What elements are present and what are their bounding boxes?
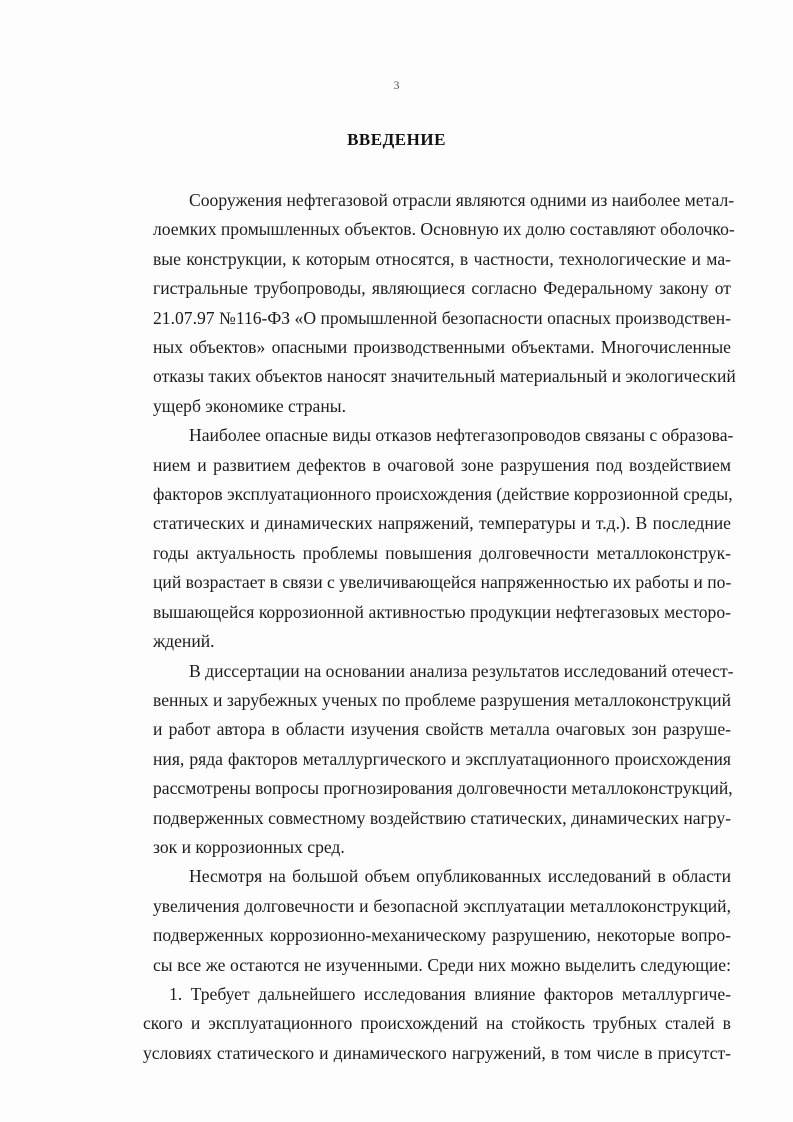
- text-line: венных и зарубежных ученых по проблеме разрушения металлоконструкций: [153, 689, 731, 710]
- text-line: и работ автора в области изучения свойств металла очаговых зон разруше-: [153, 719, 731, 740]
- text-line: В диссертации на основании анализа результатов исследований отечест-: [189, 660, 734, 681]
- text-line: Сооружения нефтегазовой отрасли являются одними из наиболее метал-: [189, 190, 735, 210]
- text-line: Наиболее опасные виды отказов нефтегазопроводов связаны с образова-: [189, 425, 734, 446]
- text-line: факторов эксплуатационного происхождения (действие коррозионной среды,: [153, 484, 733, 505]
- paragraph-1: [117, 186, 736, 421]
- document-body: [117, 186, 736, 1068]
- text-line: ных объектов» опасными производственными объектами. Многочисленные: [153, 337, 731, 358]
- text-line: сы все же остаются не изученными. Среди них можно выделить следующие:: [153, 954, 731, 975]
- text-line: зок и коррозионных сред.: [153, 836, 345, 857]
- text-line: ния, ряда факторов металлургического и эксплуатационного происхождения: [153, 748, 731, 769]
- text-line: условиях статического и динамического нагружений, в том числе в присутст-: [143, 1042, 731, 1063]
- text-line: подверженных совместному воздействию статических, динамических нагру-: [153, 807, 731, 828]
- list-item: [117, 980, 731, 1068]
- paragraph-2: [117, 421, 734, 656]
- text-line: 1. Требует дальнейшего исследования влияние факторов металлургиче-: [169, 983, 731, 1004]
- text-line: ского и эксплуатационного происхождений на стойкость трубных сталей в: [143, 1013, 731, 1034]
- text-line: подверженных коррозионно-механическому разрушению, некоторые вопро-: [153, 925, 731, 946]
- text-line: статических и динамических напряжений, температуры и т.д.). В последние: [153, 513, 731, 534]
- text-line: нием и развитием дефектов в очаговой зоне разрушения под воздействием: [153, 454, 731, 475]
- page-number: 3: [393, 78, 400, 92]
- text-line: вые конструкции, к которым относятся, в частности, технологические и ма-: [153, 248, 731, 269]
- text-line: ждений.: [153, 631, 215, 652]
- text-line: 21.07.97 №116-ФЗ «О промышленной безопасности опасных производствен-: [153, 307, 731, 328]
- text-line: гистральные трубопроводы, являющиеся согласно Федеральному закону от: [153, 278, 731, 299]
- paragraph-3: [117, 657, 734, 863]
- page-title: ВВЕДЕНИЕ: [347, 130, 446, 149]
- text-line: рассмотрены вопросы прогнозирования долговечности металлоконструкций,: [153, 778, 733, 799]
- paragraph-4: [117, 862, 731, 980]
- text-line: годы актуальность проблемы повышения долговечности металлоконструк-: [153, 542, 731, 563]
- text-line: лоемких промышленных объектов. Основную их долю составляют оболочко-: [153, 219, 735, 240]
- text-line: вышающейся коррозионной активностью продукции нефтегазовых месторо-: [153, 601, 731, 622]
- text-line: ций возрастает в связи с увеличивающейся напряженностью их работы и по-: [153, 572, 732, 593]
- text-line: увеличения долговечности и безопасной эксплуатации металлоконструкций,: [153, 895, 731, 916]
- text-line: Несмотря на большой объем опубликованных исследований в области: [189, 866, 731, 887]
- text-line: отказы таких объектов наносят значительный материальный и экологический: [153, 366, 736, 387]
- text-line: ущерб экономике страны.: [153, 395, 346, 416]
